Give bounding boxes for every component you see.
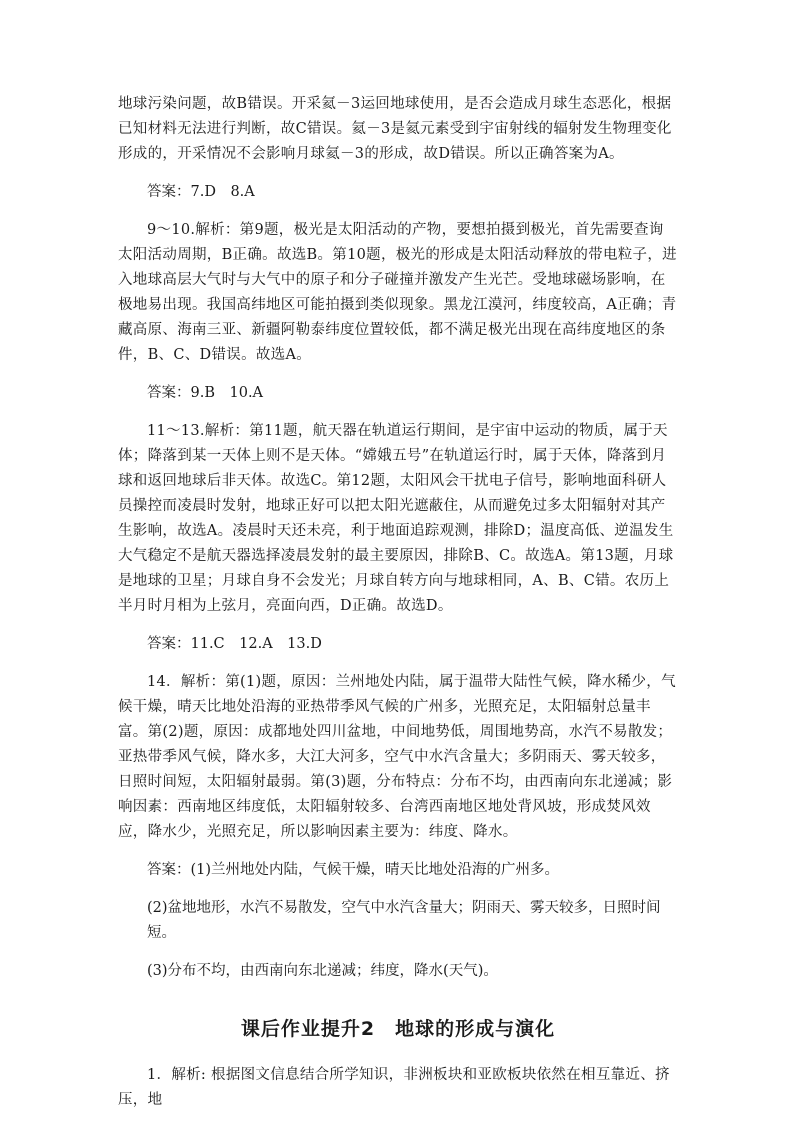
answer-14-part-2: (2)盆地地形，水汽不易散发，空气中水汽含量大；阴雨天、雾天较多，日照时间短。 (147, 900, 661, 941)
paragraph-9-10-analysis: 9～10.解析：第9题，极光是太阳活动的产物，要想拍摄到极光，首先需要查询太阳活动周期，B正确。故选B。第10题，极光的形成是太阳活动释放的带电粒子，进入地球高层大气时与大气中的原子和分子碰撞并激发产生光芒。受地球磁场影响，在极地易出现。我国高纬地区可能拍摄到类似现象。黑龙江漠河，纬度较高，A正确；青藏高原、海南三亚、新疆阿勒泰纬度位置较低，都不满足极光出现在高纬度地区的条件，B、C、D错误。故选A。 (118, 222, 677, 363)
answer-11-13: 答案：11.C 12.A 13.D (147, 636, 322, 652)
paragraph-14-analysis: 14．解析：第(1)题，原因：兰州地处内陆，属于温带大陆性气候，降水稀少，气候干燥，晴天比地处沿海的亚热带季风气候的广州多，光照充足，太阳辐射总量丰富。第(2)题，原因：成都地处四川盆地，中间地势低，周围地势高，水汽不易散发；亚热带季风气候，降水多，大江大河多，空气中水汽含量大；多阴雨天、雾天较多，日照时间短，太阳辐射最弱。第(3)题，分布特点：分布不均，由西南向东北递减；影响因素：西南地区纬度低，太阳辐射较多、台湾西南地区地处背风坡，形成焚风效应，降水少，光照充足，所以影响因素主要为：纬度、降水。 (118, 674, 676, 840)
answer-7-8: 答案：7.D 8.A (147, 184, 255, 200)
paragraph-1-analysis: 1．解析: 根据图文信息结合所学知识，非洲板块和亚欧板块依然在相互靠近、挤压，地 (118, 1067, 670, 1108)
answer-14-part-1: 答案：(1)兰州地处内陆，气候干燥，晴天比地处沿海的广州多。 (147, 862, 560, 878)
section-title: 课后作业提升2 地球的形成与演化 (240, 1018, 556, 1040)
answer-14-part-3: (3)分布不均，由西南向东北递减；纬度，降水(天气)。 (147, 963, 498, 979)
document-page (118, 92, 678, 1113)
paragraph-11-13-analysis: 11～13.解析：第11题，航天器在轨道运行期间，是宇宙中运动的物质，属于天体；降落到某一天体上则不是天体。“嫦娥五号”在轨道运行时，属于天体，降落到月球和返回地球后非天体。故选C。第12题，太阳风会干扰电子信号，影响地面科研人员操控而凌晨时发射，地球正好可以把太阳光遮蔽住，从而避免过多太阳辐射对其产生影响，故选A。凌晨时天还未亮，利于地面追踪观测，排除D；温度高低、逆温发生大气稳定不是航天器选择凌晨发射的最主要原因，排除B、C。故选A。第13题，月球是地球的卫星；月球自身不会发光；月球自转方向与地球相同，A、B、C错。农历上半月时月相为上弦月，亮面向西，D正确。故选D。 (118, 423, 674, 614)
paragraph-continuation: 地球污染问题，故B错误。开采氦－3运回地球使用，是否会造成月球生态恶化，根据已知材料无法进行判断，故C错误。氦－3是氦元素受到宇宙射线的辐射发生物理变化形成的，开采情况不会影响月球氦－3的形成，故D错误。所以正确答案为A。 (118, 96, 672, 162)
answer-9-10: 答案：9.B 10.A (147, 385, 264, 401)
